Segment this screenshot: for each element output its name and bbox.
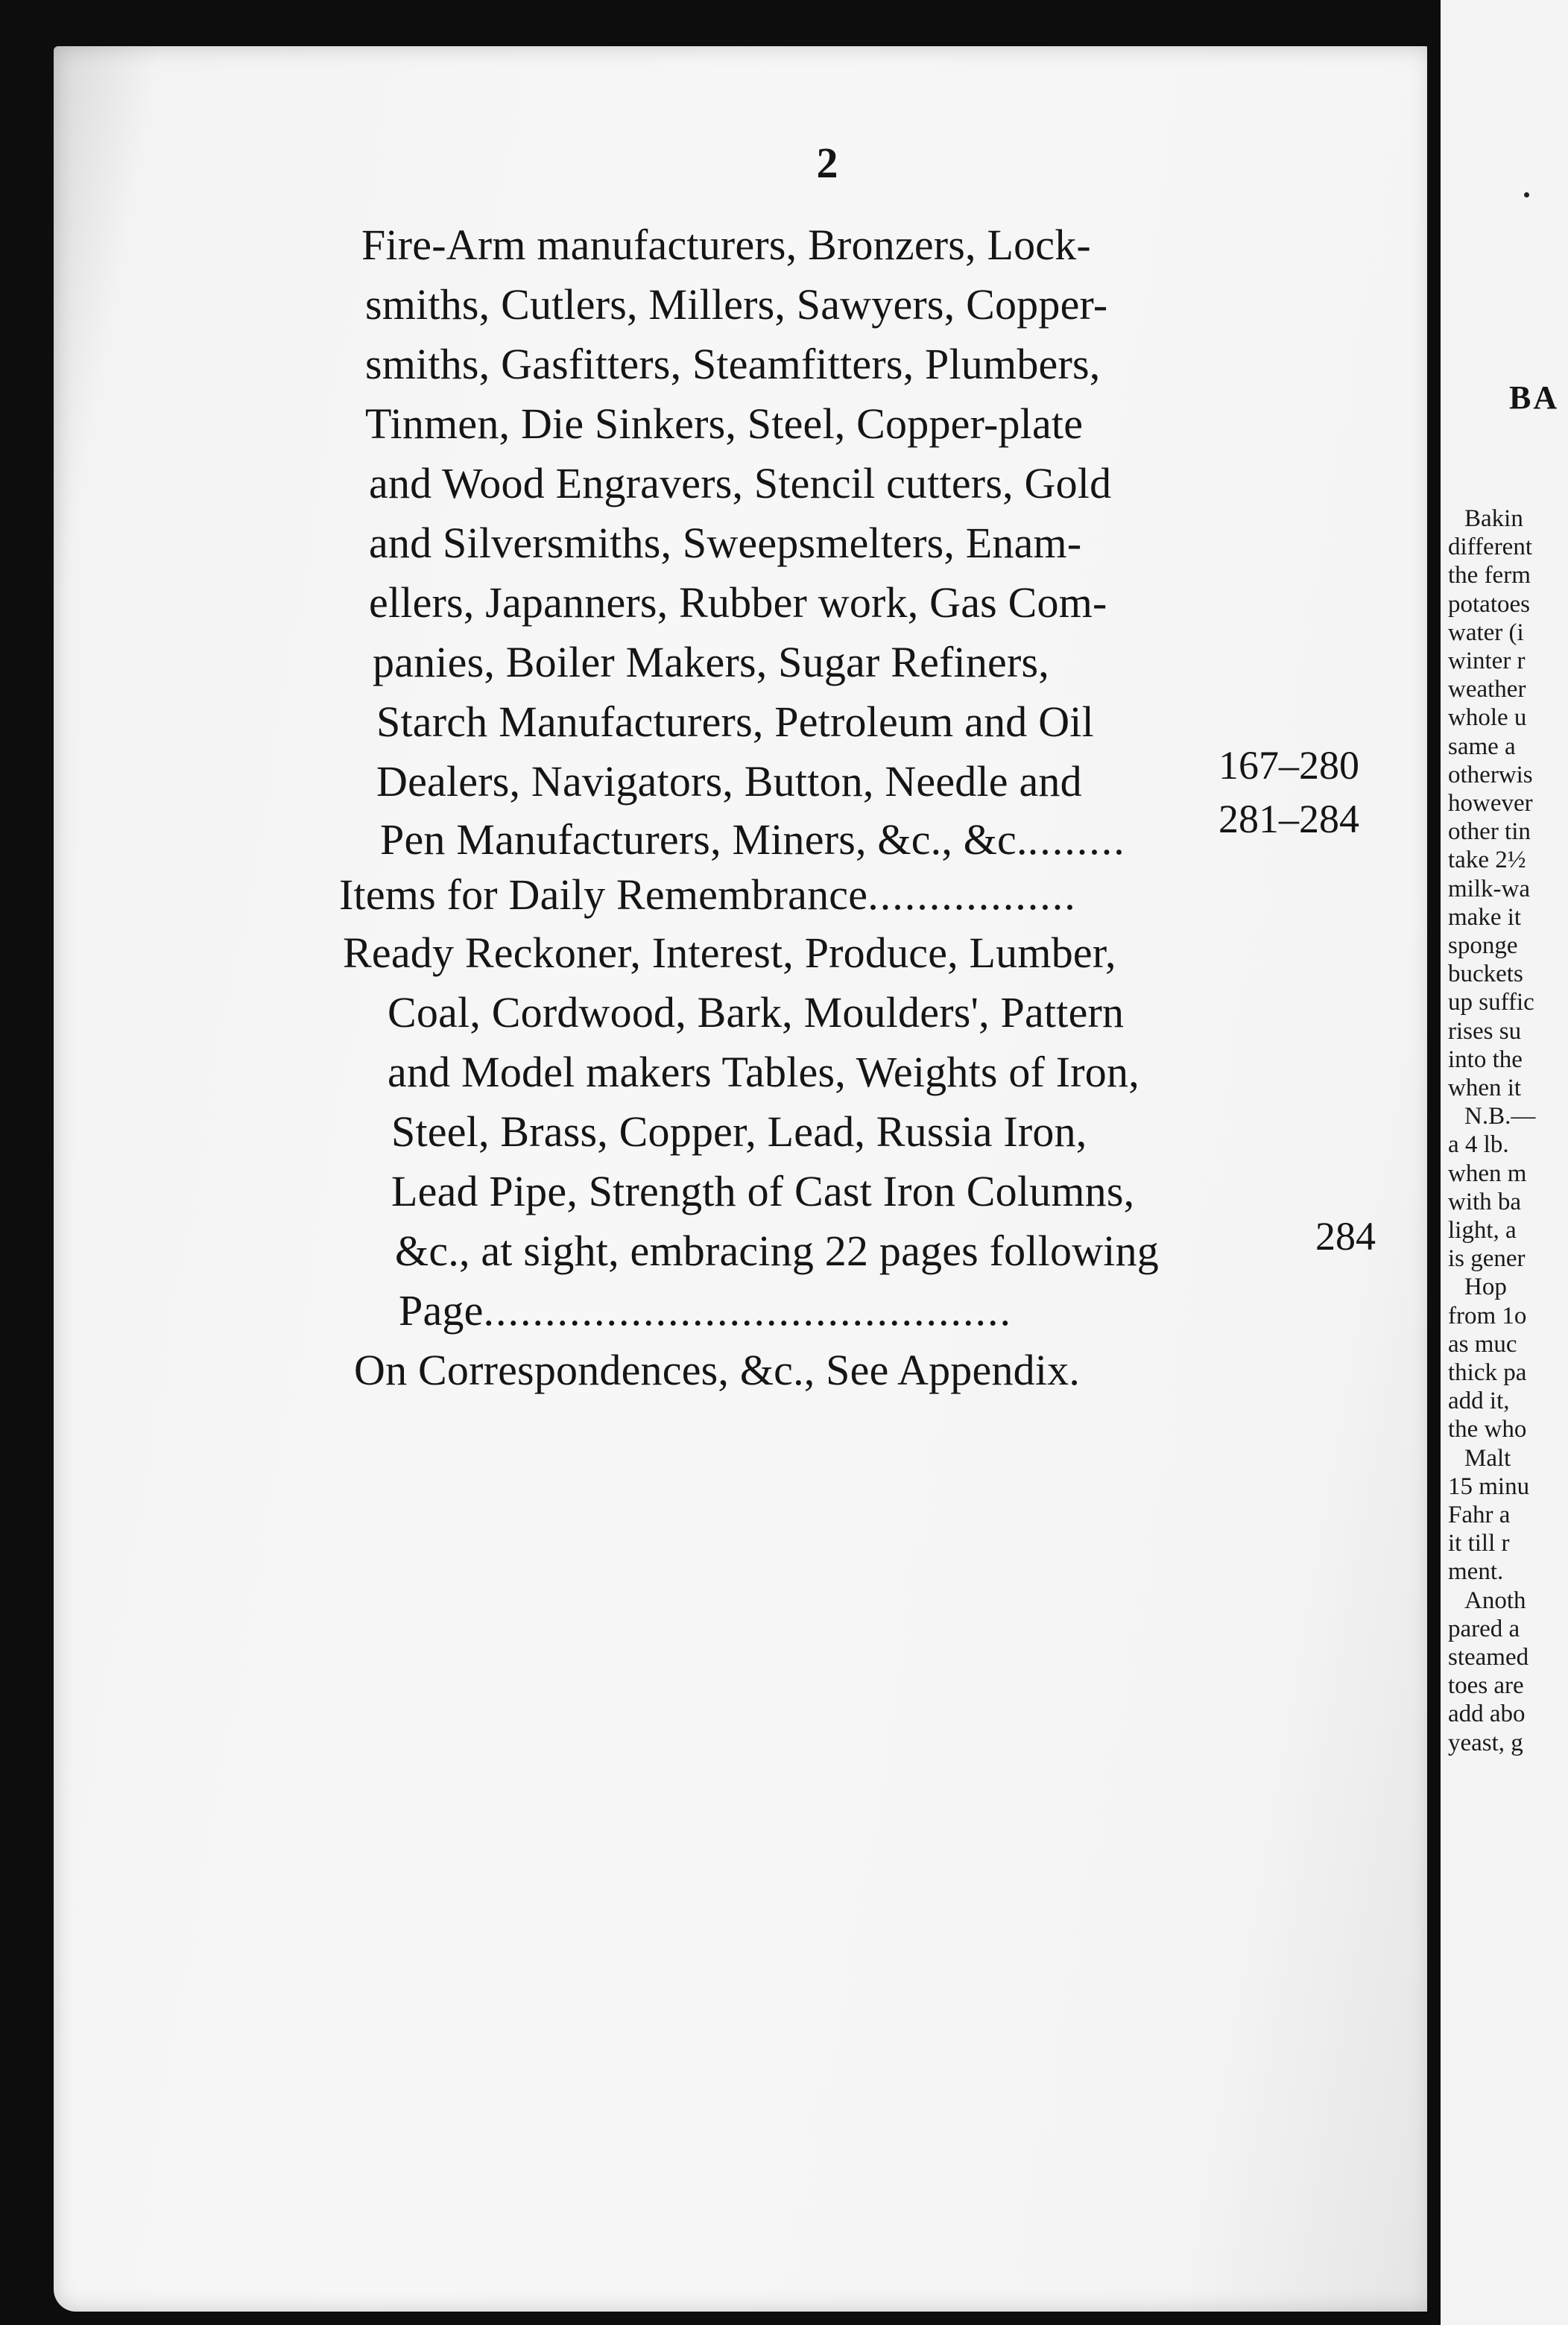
toc-line xyxy=(365,280,1108,329)
facing-page-line: N.B.— xyxy=(1464,1103,1536,1130)
toc-text: Coal, Cordwood, Bark, Moulders', Pattern xyxy=(388,988,1125,1037)
facing-page-line: add it, xyxy=(1448,1388,1510,1415)
facing-page-line: thick pa xyxy=(1448,1359,1527,1386)
facing-page-line: however xyxy=(1448,790,1533,817)
facing-page-line: Fahr a xyxy=(1448,1502,1511,1528)
facing-page-line: a 4 lb. xyxy=(1448,1131,1509,1159)
facing-page-line: pared a xyxy=(1448,1615,1520,1642)
toc-line xyxy=(365,399,1084,448)
toc-line xyxy=(380,815,1126,864)
toc-text: &c., at sight, embracing 22 pages following xyxy=(395,1227,1159,1275)
toc-line xyxy=(373,638,1049,686)
facing-page xyxy=(1427,0,1568,2325)
toc-line xyxy=(399,1286,1013,1335)
facing-page-line: same a xyxy=(1448,733,1516,760)
toc-line xyxy=(339,870,1077,919)
toc-line xyxy=(376,757,1082,806)
facing-page-line: take 2½ xyxy=(1448,847,1526,874)
dot-leader: ................. xyxy=(867,870,1077,919)
toc-line xyxy=(343,931,1116,975)
facing-page-line: winter r xyxy=(1448,648,1526,674)
dot-leader: ........................................... xyxy=(483,1286,1013,1335)
facing-page-heading: BA xyxy=(1509,379,1560,416)
facing-page-line: when it xyxy=(1448,1075,1522,1101)
facing-page-line: buckets xyxy=(1448,961,1523,988)
toc-line xyxy=(391,1167,1135,1215)
toc-text: Pen Manufacturers, Miners, &c., &c. xyxy=(380,815,1028,864)
toc-text: and Silversmiths, Sweepsmelters, Enam- xyxy=(369,519,1082,567)
toc-text: On Correspondences, &c., See Appendix. xyxy=(354,1346,1081,1394)
facing-page-line: weather xyxy=(1448,676,1526,703)
facing-page-line: rises su xyxy=(1448,1017,1522,1045)
facing-page-line: is gener xyxy=(1448,1245,1526,1273)
toc-line xyxy=(369,519,1082,567)
facing-page-line: steamed xyxy=(1448,1644,1529,1671)
facing-page-line: add abo xyxy=(1448,1701,1526,1728)
toc-text: Fire-Arm manufacturers, Bronzers, Lock- xyxy=(361,221,1091,269)
ink-dot xyxy=(1524,192,1529,197)
facing-page-line: different xyxy=(1448,534,1533,561)
facing-page-line: the ferm xyxy=(1448,562,1531,589)
toc-text: Starch Manufacturers, Petroleum and Oil xyxy=(376,698,1094,746)
facing-page-line: sponge xyxy=(1448,932,1518,959)
toc-text: smiths, Gasfitters, Steamfitters, Plumbers, xyxy=(365,340,1101,388)
facing-page-line: it till r xyxy=(1448,1530,1510,1557)
facing-page-line: make it xyxy=(1448,903,1522,931)
facing-page-line: from 1o xyxy=(1448,1302,1527,1329)
dot-leader: ........ xyxy=(1027,815,1126,864)
facing-page-line: toes are xyxy=(1448,1672,1524,1700)
facing-page-line: ment. xyxy=(1448,1558,1504,1586)
toc-page-ref: 167–280 xyxy=(1218,743,1359,788)
toc-text: Steel, Brass, Copper, Lead, Russia Iron, xyxy=(391,1107,1087,1156)
facing-page-line: light, a xyxy=(1448,1217,1517,1244)
facing-page-line: into the xyxy=(1448,1046,1523,1073)
facing-page-line: the who xyxy=(1448,1416,1527,1443)
facing-page-line: water (i xyxy=(1448,619,1524,646)
facing-page-line: potatoes xyxy=(1448,590,1530,618)
facing-page-line: 15 minu xyxy=(1448,1472,1530,1500)
facing-page-line: Anoth xyxy=(1464,1587,1526,1614)
facing-page-line: whole u xyxy=(1448,704,1527,732)
toc-text: smiths, Cutlers, Millers, Sawyers, Copper- xyxy=(365,280,1108,329)
toc-page-ref: 284 xyxy=(1315,1214,1376,1259)
facing-page-line: milk-wa xyxy=(1448,875,1530,902)
toc-text: Lead Pipe, Strength of Cast Iron Columns, xyxy=(391,1167,1135,1215)
toc-text: and Wood Engravers, Stencil cutters, Gold xyxy=(369,459,1112,507)
toc-text: panies, Boiler Makers, Sugar Refiners, xyxy=(373,638,1049,686)
toc-text: Page xyxy=(399,1286,484,1335)
toc-line xyxy=(354,1346,1081,1394)
facing-page-line: Bakin xyxy=(1464,505,1523,532)
toc-line xyxy=(361,221,1091,269)
facing-page-line: other tin xyxy=(1448,818,1531,846)
facing-page-line: as muc xyxy=(1448,1330,1517,1358)
toc-text: Tinmen, Die Sinkers, Steel, Copper-plate xyxy=(365,399,1084,448)
toc-line xyxy=(388,1048,1139,1096)
toc-line xyxy=(388,988,1125,1037)
facing-page-line: with ba xyxy=(1448,1188,1522,1215)
toc-line xyxy=(369,459,1112,507)
toc-text: Dealers, Navigators, Button, Needle and xyxy=(376,757,1082,806)
facing-page-line: Malt xyxy=(1464,1444,1511,1472)
toc-text: Ready Reckoner, Interest, Produce, Lumber, xyxy=(343,929,1116,977)
toc-line xyxy=(391,1107,1087,1156)
toc-line xyxy=(369,578,1107,627)
toc-line xyxy=(376,700,1094,744)
toc-text: Items for Daily Remembrance xyxy=(339,870,868,919)
facing-page-line: yeast, g xyxy=(1448,1729,1523,1756)
toc-text: ellers, Japanners, Rubber work, Gas Com- xyxy=(369,578,1107,627)
toc-line xyxy=(365,340,1101,388)
page-number: 2 xyxy=(816,139,838,187)
facing-page-line: Hop xyxy=(1464,1274,1507,1301)
toc-text: and Model makers Tables, Weights of Iron, xyxy=(388,1048,1139,1096)
facing-page-line: up suffic xyxy=(1448,989,1534,1016)
toc-line xyxy=(395,1227,1159,1275)
page-gutter xyxy=(1427,0,1441,2325)
toc-page-ref: 281–284 xyxy=(1218,797,1359,841)
facing-page-line: when m xyxy=(1448,1160,1527,1187)
facing-page-line: otherwis xyxy=(1448,761,1533,788)
